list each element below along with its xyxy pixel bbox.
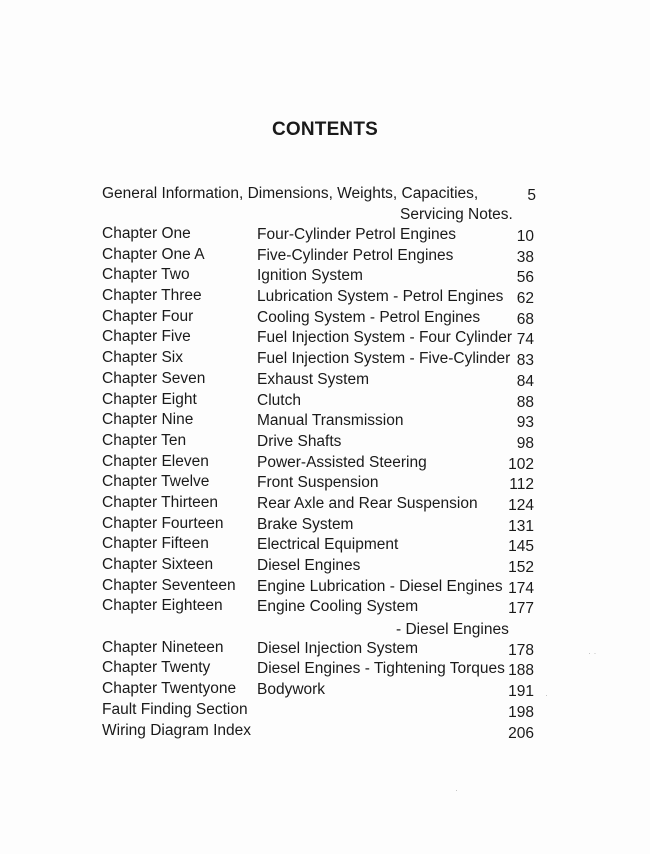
chapter-description: Five-Cylinder Petrol Engines: [257, 246, 454, 264]
page-number: 62: [516, 290, 534, 308]
chapter-description: Power-Assisted Steering: [257, 453, 427, 471]
chapter-description: Drive Shafts: [257, 432, 342, 450]
page-number: 145: [508, 538, 534, 556]
page-number: 178: [508, 641, 534, 659]
page-number: 68: [516, 310, 534, 328]
chapter-label: Chapter Two: [102, 266, 190, 284]
chapter-label: Chapter Nine: [102, 411, 194, 429]
contents-row: [102, 245, 542, 266]
chapter-description: Diesel Injection System: [257, 639, 419, 657]
page-number: 83: [516, 352, 534, 370]
scan-speck: · ·: [588, 648, 597, 658]
chapter-label: Chapter Seventeen: [102, 576, 236, 594]
chapter-label: Chapter Nineteen: [102, 638, 224, 656]
intro-line-2: Servicing Notes.: [400, 206, 513, 223]
intro-line-1: General Information, Dimensions, Weights, Capacities,: [102, 185, 479, 202]
chapter-label: Chapter Five: [102, 328, 191, 346]
chapter-label: Chapter Ten: [102, 431, 187, 449]
chapter-description: Clutch: [257, 391, 301, 409]
contents-row: [102, 493, 542, 514]
chapter-description: Cooling System - Petrol Engines: [257, 308, 481, 326]
contents-row: [102, 617, 542, 638]
chapter-description: - Diesel Engines: [396, 621, 509, 639]
chapter-description: Bodywork: [257, 681, 326, 699]
contents-row: [102, 514, 542, 535]
page-number: 88: [516, 393, 534, 411]
contents-row: [102, 410, 542, 431]
intro-entry: [102, 183, 542, 225]
page-title: CONTENTS: [271, 119, 379, 140]
chapter-label: Chapter Thirteen: [102, 493, 219, 511]
chapter-description: Four-Cylinder Petrol Engines: [257, 226, 457, 243]
chapter-label: Chapter Eighteen: [102, 597, 223, 615]
contents-row: [102, 431, 542, 452]
contents-row: [102, 369, 542, 390]
chapter-description: Diesel Engines - Tightening Torques: [257, 660, 505, 678]
page-number: 102: [508, 455, 534, 473]
page-number: 206: [508, 724, 534, 742]
contents-row: [102, 700, 542, 721]
chapter-label: Chapter Four: [102, 307, 194, 325]
contents-row: [102, 472, 542, 493]
contents-row: [102, 534, 542, 555]
chapter-description: Diesel Engines: [257, 557, 361, 574]
contents-row: [102, 265, 542, 286]
contents-row: [102, 679, 542, 700]
contents-row: [102, 307, 542, 328]
page-number: 93: [516, 414, 534, 432]
page-number: 191: [508, 683, 534, 701]
contents-row: [102, 327, 542, 348]
contents-row: [102, 452, 542, 473]
chapter-label: Chapter Eleven: [102, 452, 209, 470]
chapter-label: Chapter Fourteen: [102, 514, 224, 532]
contents-row: [102, 348, 542, 369]
chapter-label: Chapter Twentyone: [102, 680, 237, 698]
intro-page-number: 5: [527, 187, 536, 204]
chapter-label: Chapter Three: [102, 287, 202, 305]
page-number: 198: [508, 703, 534, 721]
scan-speck: ·: [545, 690, 548, 700]
contents-row: [102, 555, 542, 576]
page-number: 124: [508, 496, 534, 514]
page-number: 152: [508, 559, 534, 576]
contents-row: [102, 390, 542, 411]
chapter-label: Chapter One: [102, 225, 191, 242]
contents-row: [102, 286, 542, 307]
contents-row: [102, 638, 542, 659]
contents-row: [102, 658, 542, 679]
page-number: 174: [508, 579, 534, 597]
contents-row: [102, 721, 542, 742]
chapter-label: Wiring Diagram Index: [102, 721, 252, 739]
contents-row: [102, 576, 542, 597]
chapter-description: Lubrication System - Petrol Engines: [257, 288, 504, 306]
chapter-label: Chapter One A: [102, 245, 205, 263]
chapter-label: Chapter Seven: [102, 369, 206, 387]
page-number: 56: [516, 269, 534, 287]
chapter-description: Ignition System: [257, 267, 363, 285]
page-number: 38: [516, 248, 534, 266]
chapter-label: Chapter Sixteen: [102, 556, 214, 573]
chapter-description: Engine Lubrication - Diesel Engines: [257, 577, 503, 595]
chapter-label: Chapter Twelve: [102, 473, 210, 491]
chapter-description: Manual Transmission: [257, 412, 404, 430]
chapter-description: Exhaust System: [257, 370, 369, 388]
chapter-description: Fuel Injection System - Four Cylinder: [257, 329, 512, 347]
page-number: 188: [508, 662, 534, 680]
chapter-description: Brake System: [257, 515, 354, 533]
page-number: 10: [516, 228, 534, 245]
page-number: 74: [516, 331, 534, 349]
page-number: 177: [508, 600, 534, 618]
page-number: 98: [516, 434, 534, 452]
scan-speck: ·: [455, 785, 458, 795]
chapter-label: Chapter Six: [102, 349, 183, 367]
page-number: 131: [508, 517, 534, 535]
contents-list: [102, 224, 542, 741]
page-number: 84: [516, 372, 534, 390]
chapter-description: Electrical Equipment: [257, 536, 399, 554]
chapter-description: Fuel Injection System - Five-Cylinder: [257, 350, 511, 368]
page-number: 112: [509, 476, 534, 494]
chapter-label: Chapter Twenty: [102, 659, 211, 677]
chapter-label: Chapter Eight: [102, 390, 197, 408]
contents-row: [102, 224, 542, 245]
chapter-description: Engine Cooling System: [257, 598, 419, 616]
chapter-description: Rear Axle and Rear Suspension: [257, 494, 478, 512]
chapter-label: Chapter Fifteen: [102, 535, 209, 553]
chapter-label: Fault Finding Section: [102, 700, 248, 718]
contents-row: [102, 596, 542, 617]
chapter-description: Front Suspension: [257, 474, 379, 492]
